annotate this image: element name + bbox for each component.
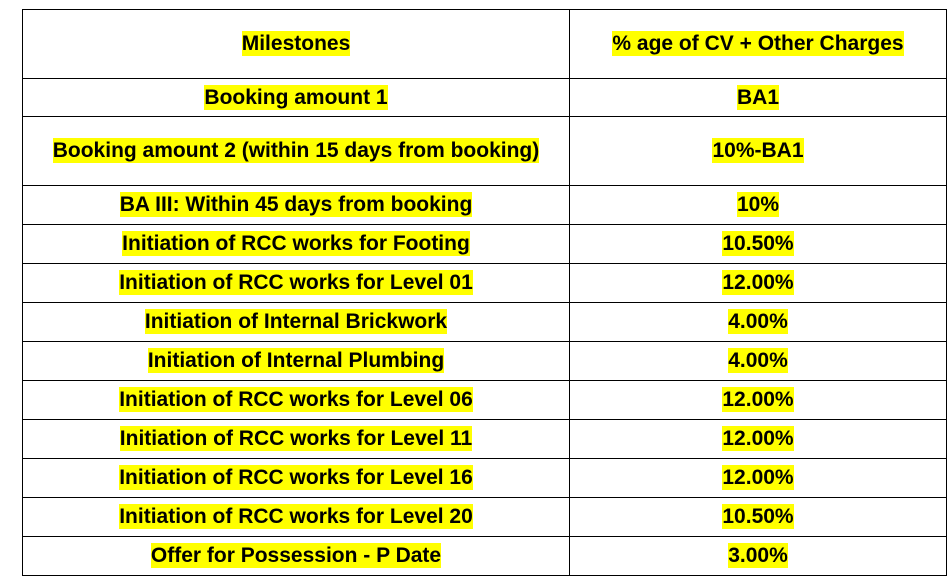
table-row xyxy=(23,342,947,381)
table-row xyxy=(23,420,947,459)
table-header-row xyxy=(23,10,947,79)
milestone-text: Offer for Possession - P Date xyxy=(150,544,442,567)
payment-schedule-table xyxy=(22,9,947,576)
milestone-cell xyxy=(23,459,570,498)
milestone-cell xyxy=(23,225,570,264)
table-row xyxy=(23,381,947,420)
milestone-text: Initiation of RCC works for Level 11 xyxy=(119,427,473,450)
value-text: 10% xyxy=(736,193,780,216)
milestone-cell xyxy=(23,303,570,342)
value-text: 12.00% xyxy=(722,388,794,411)
value-cell xyxy=(570,79,947,117)
milestone-cell xyxy=(23,117,570,186)
milestone-cell xyxy=(23,79,570,117)
milestone-text: Initiation of RCC works for Level 16 xyxy=(119,466,473,489)
value-text: 12.00% xyxy=(722,271,794,294)
table-row xyxy=(23,79,947,117)
table-row xyxy=(23,459,947,498)
value-cell xyxy=(570,420,947,459)
milestone-text: Initiation of RCC works for Level 06 xyxy=(119,388,473,411)
milestone-cell xyxy=(23,498,570,537)
value-text: 10.50% xyxy=(722,505,794,528)
value-text: 3.00% xyxy=(728,544,788,567)
milestone-cell xyxy=(23,342,570,381)
table-row xyxy=(23,303,947,342)
value-text: 10%-BA1 xyxy=(712,139,804,162)
milestone-text: Initiation of Internal Brickwork xyxy=(144,310,448,333)
header-cell-percentage xyxy=(570,10,947,79)
table-row xyxy=(23,117,947,186)
milestone-cell xyxy=(23,186,570,225)
milestone-text: Initiation of RCC works for Level 20 xyxy=(119,505,473,528)
milestone-text: BA III: Within 45 days from booking xyxy=(119,193,473,216)
milestone-text: Booking amount 2 (within 15 days from booking) xyxy=(52,139,540,162)
value-cell xyxy=(570,381,947,420)
table-row xyxy=(23,225,947,264)
value-cell xyxy=(570,225,947,264)
table-row xyxy=(23,498,947,537)
value-text: 4.00% xyxy=(728,310,788,333)
milestone-cell xyxy=(23,420,570,459)
value-cell xyxy=(570,498,947,537)
milestone-cell xyxy=(23,381,570,420)
value-cell xyxy=(570,342,947,381)
value-text: 12.00% xyxy=(722,427,794,450)
value-cell xyxy=(570,264,947,303)
milestone-text: Initiation of RCC works for Footing xyxy=(122,232,470,255)
milestone-cell xyxy=(23,537,570,576)
table-row xyxy=(23,186,947,225)
value-text: BA1 xyxy=(736,85,779,109)
value-cell xyxy=(570,117,947,186)
value-cell xyxy=(570,537,947,576)
table-row xyxy=(23,537,947,576)
header-percentage-text: % age of CV + Other Charges xyxy=(612,32,904,55)
header-cell-milestones xyxy=(23,10,570,79)
value-text: 4.00% xyxy=(728,349,788,372)
milestone-cell xyxy=(23,264,570,303)
value-text: 10.50% xyxy=(722,232,794,255)
milestone-text: Initiation of RCC works for Level 01 xyxy=(119,271,473,294)
value-cell xyxy=(570,186,947,225)
table-row xyxy=(23,264,947,303)
milestone-text: Initiation of Internal Plumbing xyxy=(147,349,445,372)
milestone-text: Booking amount 1 xyxy=(204,85,388,109)
header-milestones-text: Milestones xyxy=(241,32,351,55)
value-text: 12.00% xyxy=(722,466,794,489)
value-cell xyxy=(570,459,947,498)
value-cell xyxy=(570,303,947,342)
